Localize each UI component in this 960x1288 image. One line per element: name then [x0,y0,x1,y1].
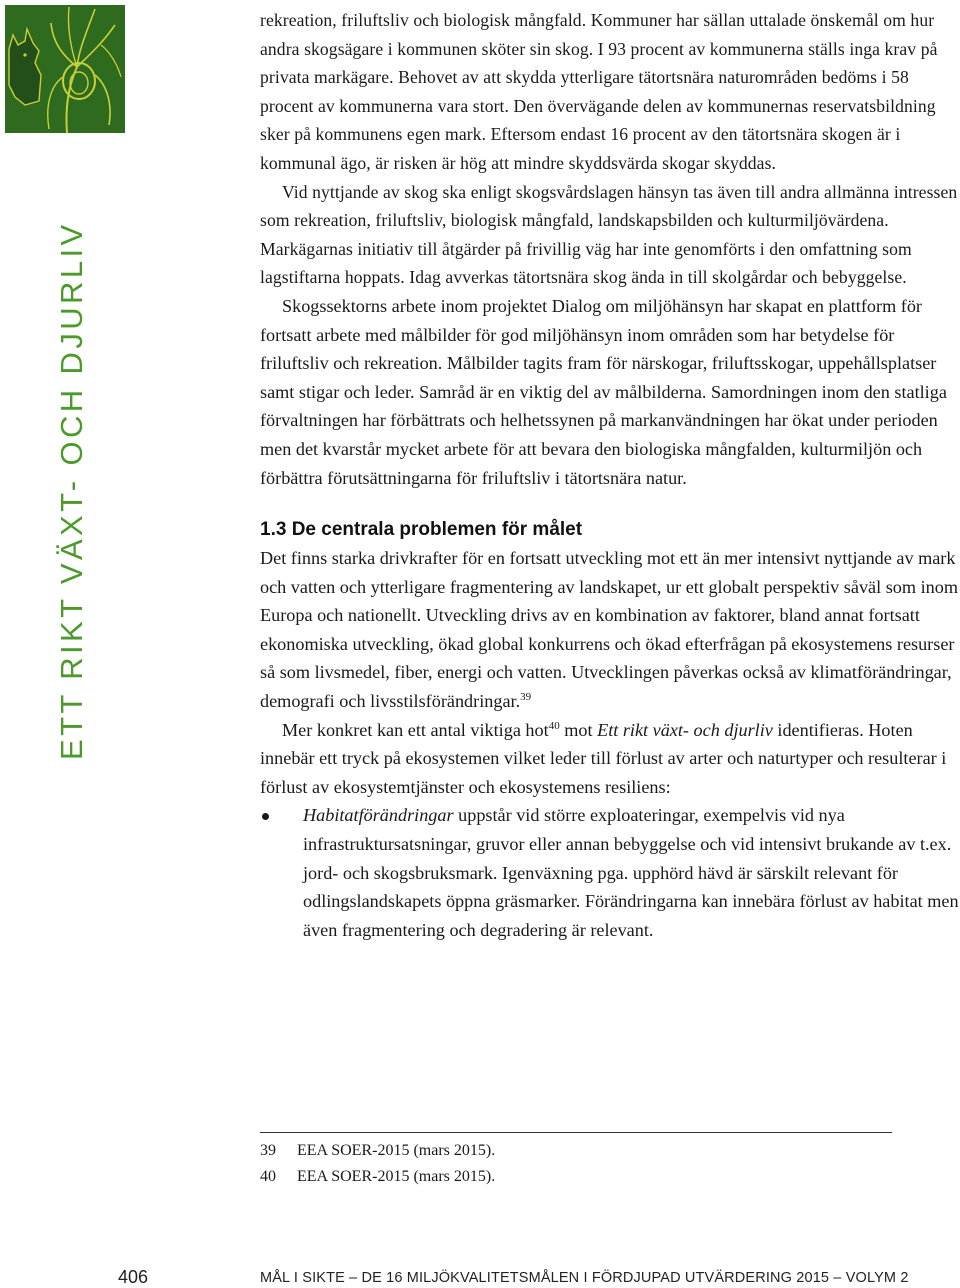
section-heading: 1.3 De centrala problemen för målet [260,519,583,541]
paragraph-text: identifieras. Hoten innebär ett tryck på ekosystemen vilket leder till förlust av arter och naturtyper och resulterar i förlust av ekosystemtjänster och ekosystemens resiliens: [260,719,947,797]
footnote-divider [260,1132,892,1133]
paragraph-text: Det finns starka drivkrafter för en fortsatt utveckling mot ett än mer intensivt nyttjande av mark och vatten och ytterligare fragmentering av landskapet, ur ett globalt perspektiv såväl som inom Europa och nationellt. Utveckling drivs av en kombination av faktorer, bland annat fortsatt ekonomiska utveckling, ökad global konkurrens och ökad efterfrågan på ekosystemens resurser så som livsmedel, fiber, energi och vatten. Utvecklingen påverkas också av klimatförändringar, demografi och livsstilsförändringar. [260,548,958,712]
logo-illustration-icon [5,5,125,133]
bullet-icon [262,813,269,820]
footnote-text: EEA SOER-2015 (mars 2015). [297,1168,496,1185]
paragraph-text: mot [559,719,598,740]
paragraph: Vid nyttjande av skog ska enligt skogsvårdslagen hänsyn tas även till andra allmänna intressen som rekreation, friluftsliv, biologisk mångfald, landskapsbilden och kulturmiljövärdena. Markägarnas initiativ till åtgärder på frivillig väg har inte genomförts i den omfattning som lagstiftarna hoppats. Idag avverkas tätortsnära skog ända in till skolgårdar och bebyggelse. [260,181,958,288]
footnote-ref: 40 [548,719,560,732]
paragraph: rekreation, friluftsliv och biologisk mångfald. Kommuner har sällan uttalade önskemål om hur andra skogsägare i kommunen sköter sin skog. I 93 procent av kommunerna ställs inga krav på privata markägare. Behovet av att skydda ytterligare tätortsnära naturområden bedöms i 58 procent av kommunerna vara stort. Den övervägande delen av kommunernas reservatsbildning sker på kommunens egen mark. Eftersom endast 16 procent av den tätortsnära skogen är i kommunal ägo, är risken är hög att mindre skyddsvärda skogar skyddas. [260,10,938,173]
vertical-section-title: ETT RIKT VÄXT- OCH DJURLIV [54,221,89,760]
list-item-text: uppstår vid större exploateringar, exempelvis vid nya infrastruktursatsningar, gruvor eller annan bebyggelse och vid intensivt brukande av t.ex. jord- och skogsbruksmark. Igenväxning pga. upphörd hävd är särskilt relevant för odlingslandskapets öppna gräsmarker. Förändringarna kan innebära förlust av habitat men även fragmentering och degradering är relevant. [303,805,959,940]
page-number: 406 [118,1267,149,1287]
lynx-and-orchid-logo [5,5,125,133]
body-text [260,6,960,944]
paragraph [260,716,960,802]
paragraph [260,544,960,716]
footnote-text: EEA SOER-2015 (mars 2015). [297,1142,496,1159]
threat-list [260,801,960,944]
list-item [260,801,960,944]
footnote-number: 39 [260,1142,276,1159]
footnote [260,1166,495,1188]
running-footer: MÅL I SIKTE – DE 16 MILJÖKVALITETSMÅLEN I FÖRDJUPAD UTVÄRDERING 2015 – VOLYM 2 [260,1270,909,1286]
goal-name: Ett rikt växt- och djurliv [597,719,773,740]
footnote-ref: 39 [520,691,532,704]
footnote-number: 40 [260,1168,276,1185]
threat-name: Habitatförändringar [303,805,454,826]
paragraph: Skogssektorns arbete inom projektet Dialog om miljöhänsyn har skapat en plattform för fortsatt arbete med målbilder för god miljöhänsyn inom områden som har betydelse för friluftsliv och rekreation. Målbilder tagits fram för närskogar, friluftsskogar, uppehållsplatser samt stigar och leder. Samråd är en viktig del av målbilderna. Samordningen inom den statliga förvaltningen har förbättrats och helhetssynen på markanvändningen har ökat under perioden men det kvarstår mycket arbete för att bevara den biologiska mångfalden, kulturmiljön och förbättra förutsättningarna för friluftsliv i tätortsnära natur. [260,295,947,488]
paragraph-text: Mer konkret kan ett antal viktiga hot [282,719,549,740]
footnote [260,1140,495,1162]
